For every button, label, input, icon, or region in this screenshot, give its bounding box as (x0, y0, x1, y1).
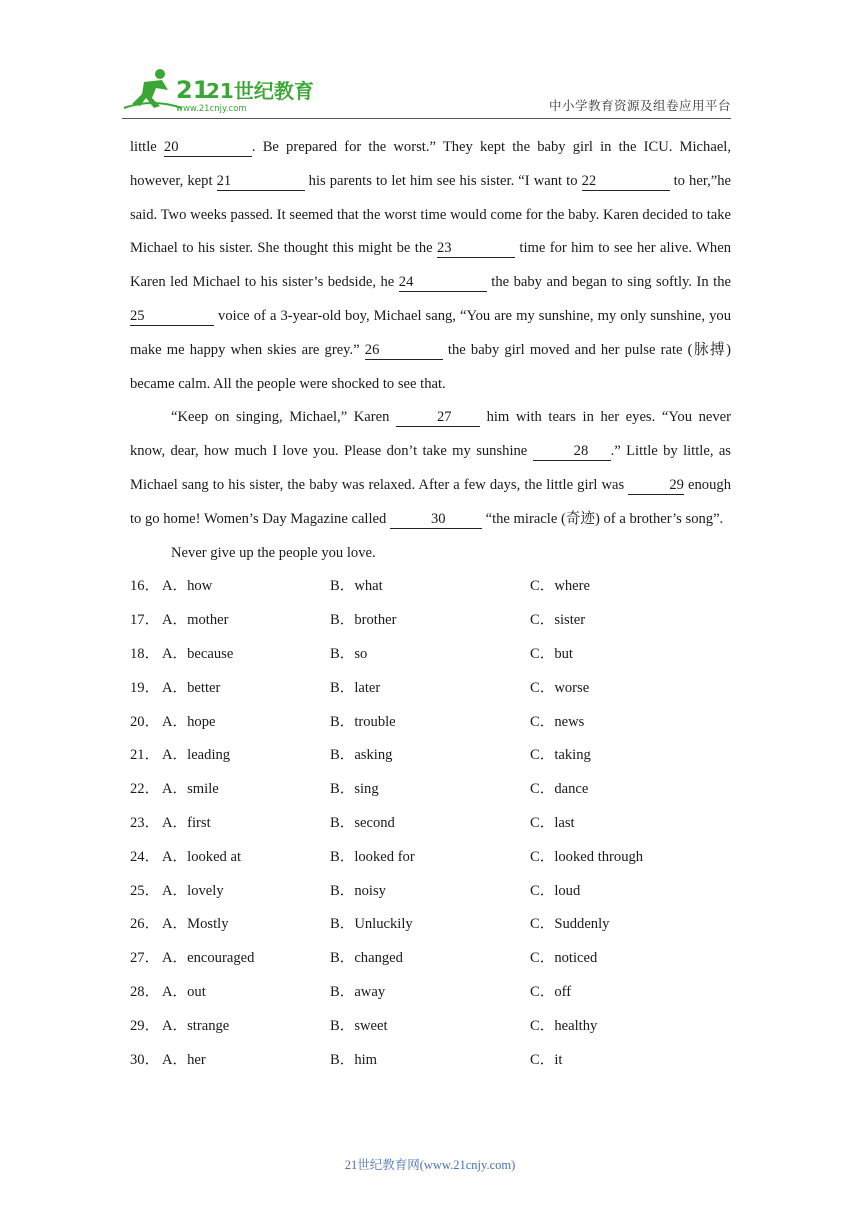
option-c[interactable]: C．looked through (530, 848, 644, 865)
question-row (130, 841, 731, 875)
question-row (130, 739, 731, 773)
option-a[interactable]: A．encouraged (162, 950, 255, 967)
option-c[interactable]: C．but (530, 645, 573, 662)
passage-paragraph (130, 401, 731, 536)
option-b[interactable]: B．so (330, 645, 368, 662)
option-c[interactable]: C．worse (530, 679, 590, 696)
question-number: 28． (130, 983, 160, 1000)
question-row (130, 1044, 731, 1078)
question-number: 20． (130, 713, 160, 730)
platform-tagline: 中小学教育资源及组卷应用平台 (548, 98, 731, 113)
blank-22[interactable]: 22 (582, 173, 670, 191)
blank-26[interactable]: 26 (365, 342, 443, 360)
blank-27[interactable]: 27 (396, 409, 480, 427)
option-b[interactable]: B．what (330, 578, 383, 595)
option-c[interactable]: C．last (530, 814, 575, 831)
question-number: 30． (130, 1051, 160, 1068)
option-c[interactable]: C．noticed (530, 950, 598, 967)
option-b[interactable]: B．sweet (330, 1017, 388, 1034)
question-number: 22． (130, 781, 160, 798)
question-number: 16． (130, 578, 160, 595)
option-a[interactable]: A．hope (162, 713, 216, 730)
option-c[interactable]: C．news (530, 713, 585, 730)
passage-text: voice of a 3-year-old boy, Michael sang, “You are my sunshine, my only sunshine, you make me happy when skies are grey.” (130, 307, 731, 358)
option-c[interactable]: C．healthy (530, 1017, 598, 1034)
option-b[interactable]: B．changed (330, 950, 403, 967)
blank-24[interactable]: 24 (399, 274, 487, 292)
passage-text: his parents to let him see his sister. “I want to (304, 172, 582, 189)
header-divider (122, 118, 731, 119)
question-number: 18． (130, 645, 160, 662)
passage-text: .” Little by little, as Michael sang to his sister, the baby was relaxed. After a few days, the little girl was (130, 443, 731, 493)
question-number: 29． (130, 1017, 160, 1034)
option-c[interactable]: C．sister (530, 612, 586, 629)
option-c[interactable]: C．where (530, 578, 590, 595)
page-header (0, 0, 860, 125)
svg-text:21: 21 (176, 76, 210, 104)
option-c[interactable]: C．dance (530, 781, 589, 798)
option-b[interactable]: B．brother (330, 612, 397, 629)
passage-text: time for him to see her alive. When Karen led Michael to his sister’s bedside, he (130, 240, 732, 291)
question-row (130, 908, 731, 942)
question-row (130, 773, 731, 807)
passage-text: little (130, 139, 164, 155)
passage-text: enough to go home! Women’s Day Magazine called (130, 476, 731, 527)
question-row (130, 942, 731, 976)
question-number: 24． (130, 848, 160, 865)
option-b[interactable]: B．Unluckily (330, 916, 413, 933)
option-c[interactable]: C．taking (530, 747, 591, 764)
question-number: 25． (130, 882, 160, 899)
option-a[interactable]: A．smile (162, 781, 219, 798)
option-a[interactable]: A．how (162, 578, 213, 595)
option-a[interactable]: A．better (162, 679, 221, 696)
question-number: 27． (130, 950, 160, 967)
question-row (130, 976, 731, 1010)
option-b[interactable]: B．away (330, 983, 386, 1000)
svg-text:21世纪教育: 21世纪教育 (206, 79, 314, 103)
blank-30[interactable]: 30 (390, 511, 482, 529)
option-a[interactable]: A．Mostly (162, 916, 229, 933)
passage-text: to her,”he said. Two weeks passed. It seemed that the worst time would come for the baby. Karen decided to take Michael to his sister. She thought this might be the (130, 172, 731, 257)
question-number: 19． (130, 679, 160, 696)
question-row (130, 875, 731, 909)
option-a[interactable]: A．lovely (162, 882, 224, 899)
option-a[interactable]: A．strange (162, 1017, 230, 1034)
blank-20[interactable]: 20 (164, 139, 252, 157)
option-a[interactable]: A．out (162, 983, 206, 1000)
question-row (130, 807, 731, 841)
question-number: 26． (130, 916, 160, 933)
blank-25[interactable]: 25 (130, 308, 214, 326)
option-c[interactable]: C．loud (530, 882, 581, 899)
blank-21[interactable]: 21 (217, 173, 305, 191)
question-row (130, 672, 731, 706)
option-b[interactable]: B．him (330, 1051, 378, 1068)
passage-paragraph (130, 537, 731, 571)
question-row (130, 604, 731, 638)
option-b[interactable]: B．looked for (330, 848, 415, 865)
passage-text: the baby and began to sing softly. In the (486, 274, 731, 291)
cloze-passage (130, 131, 731, 570)
passage-text: Never give up the people you love. (171, 544, 376, 561)
option-c[interactable]: C．Suddenly (530, 916, 610, 933)
question-row (130, 638, 731, 672)
question-number: 21． (130, 747, 160, 764)
option-b[interactable]: B．noisy (330, 882, 386, 899)
passage-content (130, 131, 731, 1077)
option-b[interactable]: B．asking (330, 747, 393, 764)
site-logo[interactable] (122, 68, 314, 114)
passage-text: “Keep on singing, Michael,” Karen (171, 409, 396, 426)
question-number: 17． (130, 612, 160, 629)
option-b[interactable]: B．trouble (330, 713, 396, 730)
question-row (130, 1010, 731, 1044)
option-b[interactable]: B．second (330, 814, 395, 831)
page-footer[interactable]: 21世纪教育网(www.21cnjy.com) (344, 1158, 516, 1172)
passage-text: . Be prepared for the worst.” They kept the baby girl in the ICU. Michael, however, kept (130, 139, 731, 189)
question-row (130, 570, 731, 604)
passage-paragraph (130, 131, 731, 401)
option-a[interactable]: A．her (162, 1051, 206, 1068)
blank-23[interactable]: 23 (437, 240, 515, 258)
question-row (130, 706, 731, 740)
passage-text: the baby girl moved and her pulse rate (脉搏) became calm. All the people were shocked to see that. (130, 341, 731, 392)
answer-options (130, 570, 731, 1077)
option-a[interactable]: A．mother (162, 612, 229, 629)
svg-text:www.21cnjy.com: www.21cnjy.com (176, 104, 247, 114)
option-a[interactable]: A．first (162, 814, 211, 831)
passage-text: him with tears in her eyes. “You never know, dear, how much I love you. Please don’t take my sunshine (130, 409, 731, 460)
option-b[interactable]: B．sing (330, 781, 379, 798)
question-number: 23． (130, 814, 160, 831)
option-a[interactable]: A．looked at (162, 848, 242, 865)
option-a[interactable]: A．because (162, 645, 234, 662)
passage-text: “the miracle (奇迹) of a brother’s song”. (481, 510, 724, 527)
blank-28[interactable]: 28 (533, 443, 611, 461)
option-b[interactable]: B．later (330, 679, 381, 696)
blank-29[interactable]: 29 (628, 477, 684, 495)
option-a[interactable]: A．leading (162, 747, 231, 764)
runner-logo-icon (122, 68, 314, 114)
option-c[interactable]: C．it (530, 1051, 563, 1068)
option-c[interactable]: C．off (530, 983, 572, 1000)
